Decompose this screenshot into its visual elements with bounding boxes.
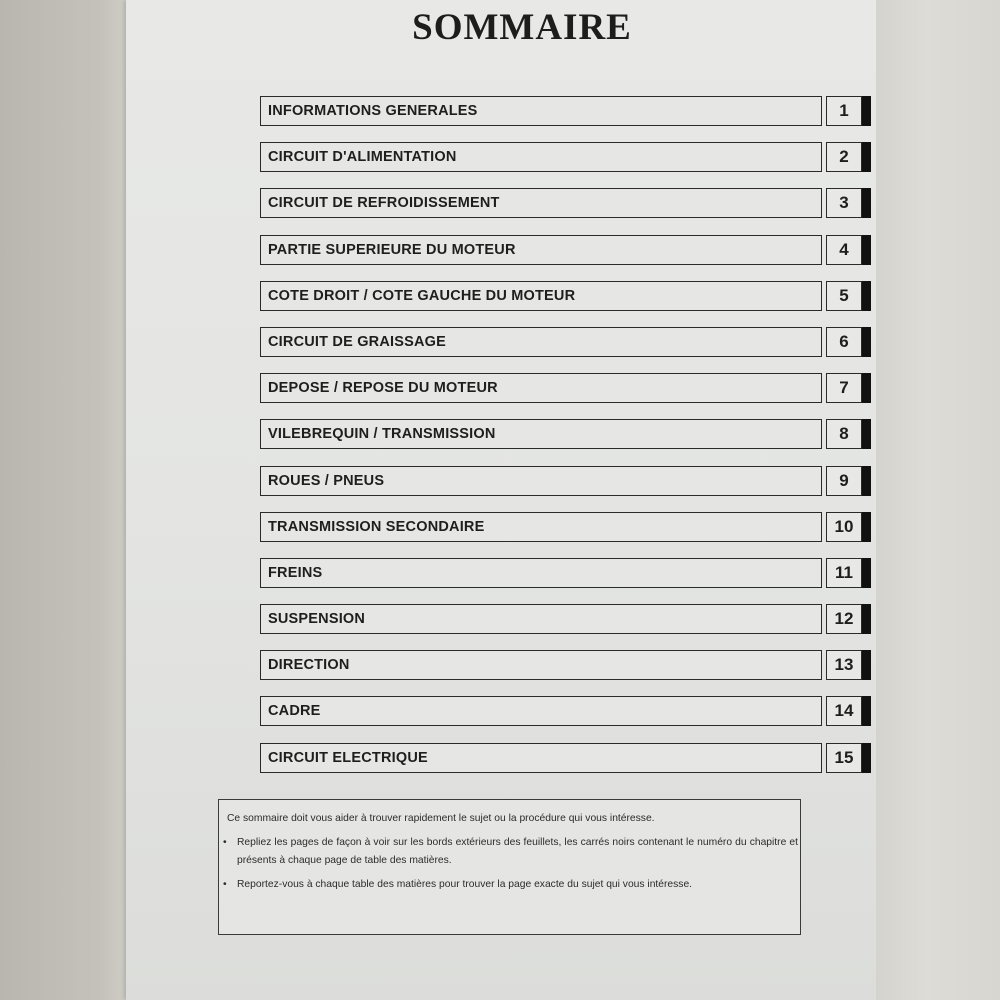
chapter-edge-tab	[862, 96, 871, 126]
toc-chapter-title[interactable]: DIRECTION	[260, 650, 822, 680]
toc-row[interactable]	[260, 558, 874, 592]
toc-chapter-number[interactable]: 9	[826, 466, 862, 496]
toc-row[interactable]	[260, 604, 874, 638]
chapter-edge-tab	[862, 558, 871, 588]
toc-row[interactable]	[260, 419, 874, 453]
toc-chapter-number[interactable]: 6	[826, 327, 862, 357]
chapter-edge-tab	[862, 743, 871, 773]
toc-chapter-title[interactable]: FREINS	[260, 558, 822, 588]
toc-chapter-number[interactable]: 15	[826, 743, 862, 773]
instructions-box	[218, 799, 801, 935]
toc-chapter-title[interactable]: VILEBREQUIN / TRANSMISSION	[260, 419, 822, 449]
chapter-edge-tab	[862, 512, 871, 542]
toc-row[interactable]	[260, 466, 874, 500]
toc-row[interactable]	[260, 281, 874, 315]
toc-chapter-title[interactable]: SUSPENSION	[260, 604, 822, 634]
toc-chapter-number[interactable]: 8	[826, 419, 862, 449]
toc-row[interactable]	[260, 96, 874, 130]
toc-row[interactable]	[260, 327, 874, 361]
toc-chapter-number[interactable]: 2	[826, 142, 862, 172]
toc-chapter-title[interactable]: ROUES / PNEUS	[260, 466, 822, 496]
background-right	[876, 0, 1000, 1000]
toc-row[interactable]	[260, 650, 874, 684]
toc-chapter-number[interactable]: 12	[826, 604, 862, 634]
chapter-edge-tab	[862, 696, 871, 726]
toc-chapter-number[interactable]: 14	[826, 696, 862, 726]
chapter-edge-tab	[862, 142, 871, 172]
toc-chapter-title[interactable]: TRANSMISSION SECONDAIRE	[260, 512, 822, 542]
toc-chapter-number[interactable]: 10	[826, 512, 862, 542]
chapter-edge-tab	[862, 373, 871, 403]
instructions-intro: Ce sommaire doit vous aider à trouver rapidement le sujet ou la procédure qui vous intéresse.	[227, 813, 655, 824]
toc-row[interactable]	[260, 235, 874, 269]
toc-chapter-number[interactable]: 1	[826, 96, 862, 126]
toc-chapter-title[interactable]: DEPOSE / REPOSE DU MOTEUR	[260, 373, 822, 403]
toc-chapter-number[interactable]: 4	[826, 235, 862, 265]
chapter-edge-tab	[862, 235, 871, 265]
background-left	[0, 0, 128, 1000]
chapter-edge-tab	[862, 650, 871, 680]
chapter-edge-tab	[862, 327, 871, 357]
toc-row[interactable]	[260, 743, 874, 777]
toc-chapter-number[interactable]: 11	[826, 558, 862, 588]
toc-chapter-number[interactable]: 7	[826, 373, 862, 403]
toc-chapter-title[interactable]: PARTIE SUPERIEURE DU MOTEUR	[260, 235, 822, 265]
toc-chapter-title[interactable]: CIRCUIT D'ALIMENTATION	[260, 142, 822, 172]
chapter-edge-tab	[862, 281, 871, 311]
instructions-bullet: • Reportez-vous à chaque table des matières pour trouver la page exacte du sujet qui vous intéresse.	[227, 876, 800, 894]
toc-chapter-title[interactable]: INFORMATIONS GENERALES	[260, 96, 822, 126]
toc-chapter-number[interactable]: 3	[826, 188, 862, 218]
toc-row[interactable]	[260, 512, 874, 546]
toc-chapter-title[interactable]: CIRCUIT ELECTRIQUE	[260, 743, 822, 773]
instructions-bullet: • Repliez les pages de façon à voir sur les bords extérieurs des feuillets, les carrés noirs contenant le numéro du chapitre et présents à chaque page de table des matières.	[227, 834, 800, 870]
toc-row[interactable]	[260, 373, 874, 407]
toc-chapter-title[interactable]: CIRCUIT DE GRAISSAGE	[260, 327, 822, 357]
toc-chapter-title[interactable]: CIRCUIT DE REFROIDISSEMENT	[260, 188, 822, 218]
toc-chapter-title[interactable]: CADRE	[260, 696, 822, 726]
table-of-contents	[260, 96, 874, 789]
page-title: SOMMAIRE	[412, 7, 632, 48]
toc-chapter-number[interactable]: 13	[826, 650, 862, 680]
chapter-edge-tab	[862, 604, 871, 634]
chapter-edge-tab	[862, 188, 871, 218]
chapter-edge-tab	[862, 419, 871, 449]
toc-row[interactable]	[260, 142, 874, 176]
toc-row[interactable]	[260, 696, 874, 730]
toc-chapter-title[interactable]: COTE DROIT / COTE GAUCHE DU MOTEUR	[260, 281, 822, 311]
toc-chapter-number[interactable]: 5	[826, 281, 862, 311]
chapter-edge-tab	[862, 466, 871, 496]
toc-row[interactable]	[260, 188, 874, 222]
